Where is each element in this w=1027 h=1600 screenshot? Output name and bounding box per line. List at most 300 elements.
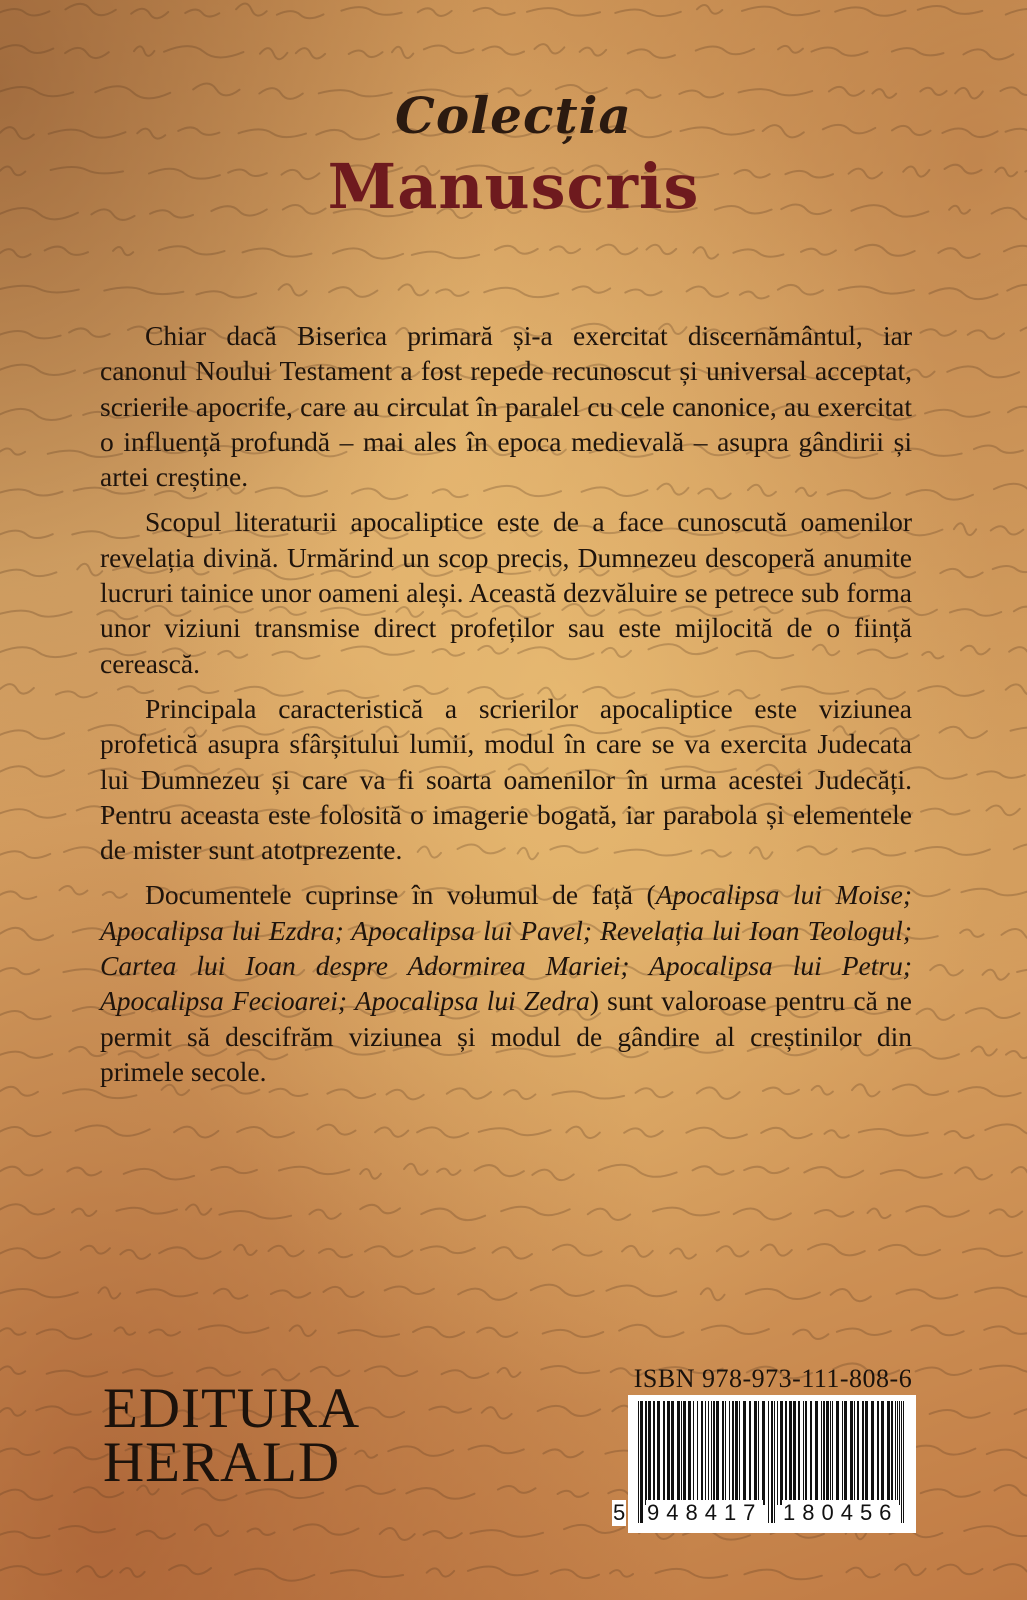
barcode-bar	[780, 1401, 783, 1505]
scribble-stroke	[761, 1244, 792, 1255]
barcode-bar	[758, 1401, 759, 1505]
barcode-bar	[774, 1401, 775, 1523]
barcode-bar	[771, 1401, 773, 1523]
scribble-stroke	[493, 1247, 532, 1258]
scribble-stroke	[868, 1208, 891, 1218]
scribble-stroke	[424, 45, 474, 53]
barcode-bar	[653, 1401, 655, 1505]
scribble-stroke	[0, 1566, 61, 1575]
scribble-stroke	[404, 1164, 428, 1175]
scribble-stroke	[628, 49, 675, 58]
scribble-stroke	[317, 1125, 355, 1135]
scribble-stroke	[734, 1209, 791, 1220]
scribble-stroke	[987, 1450, 1027, 1459]
scribble-stroke	[474, 8, 515, 15]
scribble-stroke	[702, 1326, 769, 1334]
scribble-stroke	[501, 1207, 569, 1215]
scribble-stroke	[955, 1167, 992, 1179]
barcode-bar	[688, 1401, 691, 1505]
blurb-p4-intro: Documentele cuprinse în volumul de față (	[145, 879, 656, 911]
scribble-stroke	[116, 1208, 177, 1214]
scribble-stroke	[429, 1407, 471, 1413]
publisher-line1: EDITURA	[103, 1377, 361, 1440]
barcode-bar	[667, 1401, 670, 1505]
barcode-bar	[901, 1401, 902, 1523]
barcode-bar	[887, 1401, 890, 1505]
scribble-stroke	[211, 1167, 256, 1173]
scribble-stroke	[1004, 246, 1027, 257]
barcode-bar	[854, 1401, 855, 1505]
barcode-bar	[810, 1401, 812, 1505]
back-cover-blurb	[100, 318, 912, 1099]
barcode-bar	[805, 1401, 807, 1505]
scribble-stroke	[895, 1564, 925, 1575]
scribble-stroke	[0, 448, 25, 454]
scribble-stroke	[964, 1526, 1027, 1536]
barcode-bar	[701, 1401, 703, 1505]
scribble-stroke	[236, 3, 267, 15]
scribble-stroke	[655, 1569, 727, 1578]
scribble-stroke	[534, 44, 564, 53]
scribble-stroke	[564, 1525, 624, 1533]
scribble-stroke	[477, 1328, 517, 1337]
scribble-stroke	[0, 766, 64, 776]
barcode-bar	[785, 1401, 787, 1505]
scribble-stroke	[985, 1124, 1027, 1135]
scribble-stroke	[199, 1325, 269, 1332]
scribble-stroke	[498, 1486, 536, 1493]
scribble-stroke	[59, 1526, 115, 1532]
scribble-stroke	[959, 1087, 1021, 1096]
scribble-stroke	[744, 1570, 821, 1580]
scribble-stroke	[311, 1367, 350, 1376]
scribble-stroke	[197, 1368, 240, 1376]
scribble-stroke	[388, 1446, 453, 1455]
scribble-stroke	[531, 1285, 594, 1296]
scribble-stroke	[610, 1570, 633, 1577]
scribble-stroke	[365, 1366, 417, 1376]
scribble-stroke	[761, 1128, 811, 1138]
barcode-bar	[821, 1401, 822, 1505]
scribble-stroke	[421, 1246, 475, 1253]
blurb-paragraph-2: Scopul literaturii apocaliptice este de a face cunoscută oamenilor revelația divină. Urmărind un scop precis, Dumnezeu descoperă anumite lucruri tainice unor oameni aleși. Această dezvăluire se petrece sub forma unor viziuni transmise direct profeților sau este mijlocită de o ființă cerească.	[100, 506, 912, 679]
scribble-stroke	[918, 686, 983, 696]
scribble-stroke	[248, 1529, 275, 1535]
scribble-stroke	[733, 249, 783, 256]
scribble-stroke	[0, 1204, 54, 1214]
barcode-bar	[713, 1401, 715, 1505]
scribble-stroke	[54, 1447, 108, 1459]
scribble-stroke	[687, 286, 728, 296]
scribble-stroke	[123, 1369, 172, 1376]
scribble-stroke	[916, 1367, 972, 1375]
barcode-bar	[645, 1401, 647, 1505]
series-title-line2: Manuscris	[327, 150, 700, 223]
scribble-stroke	[1015, 1408, 1027, 1420]
blurb-paragraph-4	[100, 877, 912, 1089]
scribble-stroke	[174, 1127, 218, 1138]
barcode-bar	[729, 1401, 730, 1505]
blurb-p4-titles: Apocalipsa lui Moise; Apocalipsa lui Ezdra; Apocalipsa lui Pavel; Revelația lui Ioan Teologul; Cartea lui Ioan despre Adormirea Mariei; Apocalipsa lui Petru; Apocalipsa Fecioarei; Apocalipsa lui Zedra	[100, 879, 912, 1017]
scribble-stroke	[551, 1570, 599, 1579]
scribble-stroke	[912, 1326, 964, 1336]
scribble-stroke	[219, 1211, 291, 1219]
scribble-stroke	[940, 727, 987, 738]
scribble-stroke	[392, 47, 413, 58]
barcode-bar	[877, 1401, 879, 1505]
publisher-logo	[103, 1377, 361, 1494]
scribble-stroke	[717, 1246, 749, 1256]
scribble-stroke	[417, 1127, 468, 1137]
scribble-stroke	[260, 48, 288, 59]
scribble-stroke	[471, 1530, 543, 1537]
scribble-stroke	[37, 1329, 91, 1339]
scribble-stroke	[0, 409, 71, 420]
barcode-bar	[862, 1401, 864, 1505]
barcode-bar	[762, 1401, 765, 1505]
scribble-stroke	[541, 1366, 599, 1373]
scribble-stroke	[0, 531, 53, 538]
scribble-stroke	[60, 886, 88, 895]
scribble-stroke	[1017, 969, 1027, 975]
scribble-stroke	[597, 245, 637, 255]
scribble-stroke	[558, 1491, 589, 1497]
scribble-stroke	[0, 331, 61, 338]
scribble-stroke	[169, 1565, 211, 1574]
barcode-bar	[857, 1401, 859, 1505]
scribble-stroke	[412, 252, 479, 259]
scribble-stroke	[149, 1329, 180, 1335]
scribble-stroke	[907, 490, 973, 500]
scribble-stroke	[0, 9, 49, 15]
barcode-bar	[844, 1401, 847, 1505]
scribble-stroke	[77, 1566, 112, 1577]
scribble-stroke	[1006, 9, 1027, 20]
barcode-bar	[891, 1401, 893, 1505]
scribble-stroke	[484, 288, 558, 297]
scribble-stroke	[1012, 1167, 1027, 1178]
barcode-bar	[903, 1401, 904, 1523]
scribble-stroke	[159, 246, 225, 254]
scribble-stroke	[72, 1209, 96, 1216]
scribble-stroke	[36, 1406, 90, 1414]
scribble-stroke	[881, 1170, 942, 1178]
scribble-stroke	[961, 889, 1027, 896]
scribble-stroke	[338, 1330, 399, 1337]
scribble-stroke	[980, 1366, 1027, 1373]
barcode-bar	[803, 1401, 804, 1505]
barcode-digit-first: 5	[613, 1500, 626, 1525]
scribble-stroke	[458, 1289, 516, 1300]
scribble-stroke	[475, 1165, 524, 1176]
scribble-stroke	[968, 330, 1004, 338]
scribble-stroke	[329, 287, 377, 297]
barcode-bar	[754, 1401, 757, 1505]
scribble-stroke	[0, 249, 31, 257]
scribble-stroke	[742, 7, 819, 16]
barcode-bar	[815, 1401, 818, 1505]
scribble-stroke	[271, 1290, 310, 1297]
scribble-stroke	[922, 652, 943, 659]
publisher-line2: HERALD	[103, 1431, 341, 1494]
scribble-stroke	[653, 1208, 719, 1216]
scribble-stroke	[975, 1288, 1027, 1297]
scribble-stroke	[137, 1289, 197, 1296]
scribble-stroke	[137, 1531, 175, 1539]
scribble-stroke	[0, 684, 34, 694]
scribble-stroke	[835, 7, 905, 15]
scribble-stroke	[360, 1205, 400, 1214]
scribble-stroke	[855, 245, 914, 256]
scribble-stroke	[56, 691, 97, 697]
scribble-stroke	[468, 1567, 538, 1576]
scribble-stroke	[1007, 285, 1027, 297]
scribble-stroke	[778, 46, 803, 53]
scribble-stroke	[333, 248, 403, 258]
scribble-stroke	[0, 1490, 52, 1500]
scribble-stroke	[994, 1564, 1027, 1576]
blurb-p4-rest: ) sunt valoroase pentru că ne permit să descifrăm viziunea și modul de gândire al creștinilor din primele secole.	[100, 985, 912, 1087]
barcode-bar	[739, 1401, 740, 1505]
scribble-stroke	[879, 1245, 940, 1255]
scribble-stroke	[421, 1209, 485, 1221]
scribble-stroke	[124, 1169, 194, 1180]
scribble-stroke	[954, 523, 976, 535]
barcode-bar	[663, 1401, 665, 1505]
scribble-stroke	[940, 569, 982, 577]
scribble-stroke	[186, 1204, 211, 1214]
scribble-stroke	[1001, 929, 1027, 940]
scribble-stroke	[974, 446, 1023, 453]
barcode-bar	[722, 1401, 724, 1505]
scribble-stroke	[115, 1327, 136, 1334]
scribble-stroke	[580, 48, 607, 56]
barcode-bar	[725, 1401, 726, 1505]
isbn-label: ISBN 978-973-111-808-6	[633, 1364, 913, 1393]
barcode-bar	[842, 1401, 843, 1505]
scribble-stroke	[920, 329, 955, 335]
scribble-stroke	[0, 1011, 51, 1019]
scribble-stroke	[0, 1289, 78, 1297]
barcode-bar	[789, 1401, 792, 1505]
scribble-stroke	[67, 1168, 101, 1176]
scribble-stroke	[824, 1130, 848, 1138]
scribble-stroke	[1008, 407, 1027, 418]
scribble-stroke	[983, 970, 1009, 980]
scribble-stroke	[399, 284, 429, 295]
scribble-stroke	[995, 1485, 1027, 1496]
scribble-stroke	[406, 1488, 474, 1499]
scribble-stroke	[113, 247, 133, 255]
barcode-bar	[697, 1401, 698, 1505]
scribble-stroke	[469, 1446, 524, 1454]
barcode-bar	[798, 1401, 800, 1505]
scribble-stroke	[98, 1287, 120, 1298]
scribble-stroke	[740, 292, 769, 299]
barcode-bar	[743, 1401, 746, 1505]
barcode-bar	[681, 1401, 682, 1505]
scribble-stroke	[938, 248, 979, 258]
scribble-stroke	[622, 1246, 653, 1257]
scribble-stroke	[385, 1287, 434, 1295]
barcode-bar	[850, 1401, 853, 1505]
scribble-stroke	[65, 48, 109, 58]
scribble-stroke	[495, 246, 538, 254]
scribble-stroke	[0, 489, 62, 495]
scribble-stroke	[846, 1568, 879, 1578]
scribble-stroke	[550, 246, 580, 253]
scribble-stroke	[294, 1524, 359, 1534]
scribble-stroke	[566, 1127, 600, 1138]
scribble-stroke	[0, 611, 72, 617]
scribble-stroke	[972, 1046, 997, 1055]
scribble-stroke	[527, 8, 600, 16]
scribble-stroke	[214, 1289, 248, 1299]
scribble-stroke	[746, 1289, 820, 1299]
scribble-stroke	[859, 1129, 928, 1136]
scribble-stroke	[947, 366, 1019, 377]
scribble-stroke	[309, 1210, 340, 1219]
barcode-bar	[823, 1401, 825, 1505]
barcode-digits-right: 180456	[783, 1500, 899, 1525]
barcode-bar	[638, 1401, 639, 1523]
scribble-stroke	[945, 1131, 974, 1138]
scribble-stroke	[906, 1446, 976, 1455]
scribble-stroke	[0, 570, 56, 577]
scribble-stroke	[482, 1407, 512, 1419]
scribble-stroke	[341, 7, 401, 15]
scribble-stroke	[986, 805, 1019, 815]
scribble-stroke	[349, 50, 383, 57]
scribble-stroke	[1006, 684, 1027, 695]
scribble-stroke	[0, 286, 79, 293]
scribble-stroke	[0, 1127, 50, 1136]
scribble-stroke	[360, 1169, 381, 1179]
scribble-stroke	[0, 1328, 26, 1334]
barcode-bar	[871, 1401, 874, 1505]
scribble-stroke	[1011, 727, 1027, 734]
scribble-stroke	[77, 564, 102, 576]
barcode-bar	[749, 1401, 751, 1505]
scribble-stroke	[839, 286, 914, 293]
scribble-stroke	[966, 1008, 1020, 1018]
scribble-stroke	[897, 1289, 958, 1298]
barcode-bar	[705, 1401, 706, 1505]
scribble-stroke	[0, 928, 53, 940]
scribble-stroke	[960, 930, 983, 937]
scribble-stroke	[625, 290, 661, 296]
scribble-stroke	[279, 284, 307, 295]
scribble-stroke	[0, 809, 65, 818]
barcode-bar	[640, 1401, 643, 1523]
scribble-stroke	[331, 1570, 403, 1577]
scribble-stroke	[0, 730, 64, 738]
scribble-stroke	[0, 1052, 52, 1058]
scribble-stroke	[442, 1370, 489, 1378]
barcode-bar	[677, 1401, 680, 1505]
scribble-stroke	[81, 1246, 110, 1254]
scribble-stroke	[588, 1209, 630, 1220]
scribble-stroke	[380, 1528, 415, 1540]
barcode-bar	[716, 1401, 719, 1505]
scribble-stroke	[437, 1169, 460, 1175]
scribble-stroke	[355, 1407, 404, 1417]
barcode-bar	[777, 1401, 778, 1505]
scribble-stroke	[418, 8, 452, 16]
barcode-bar	[881, 1401, 884, 1505]
scribble-stroke	[0, 1408, 25, 1416]
scribble-stroke	[120, 1568, 144, 1577]
scribble-stroke	[1021, 325, 1027, 337]
scribble-stroke	[701, 1288, 725, 1300]
scribble-stroke	[991, 526, 1024, 534]
scribble-stroke	[424, 1531, 462, 1538]
scribble-stroke	[0, 1248, 60, 1258]
barcode-bar	[793, 1401, 796, 1505]
scribble-stroke	[483, 46, 524, 54]
scribble-stroke	[427, 1568, 454, 1576]
scribble-stroke	[1009, 647, 1027, 656]
scribble-stroke	[606, 1286, 676, 1297]
scribble-stroke	[0, 1531, 49, 1538]
scribble-stroke	[921, 809, 969, 815]
barcode-bar	[708, 1401, 709, 1505]
scribble-stroke	[693, 247, 718, 259]
scribble-stroke	[243, 248, 312, 256]
scribble-stroke	[693, 1166, 734, 1174]
barcode-bar	[826, 1401, 829, 1505]
scribble-stroke	[498, 1368, 521, 1377]
scribble-stroke	[696, 47, 754, 55]
scribble-stroke	[619, 1325, 683, 1337]
barcode-bar	[768, 1401, 769, 1523]
scribble-stroke	[929, 288, 997, 299]
scribble-stroke	[436, 289, 468, 296]
scribble-stroke	[917, 1009, 954, 1020]
scribble-stroke	[0, 1448, 39, 1455]
scribble-stroke	[573, 286, 611, 292]
scribble-stroke	[479, 1128, 551, 1135]
blurb-paragraph-3: Principala caracteristică a scrierilor apocaliptice este viziunea profetică asupra sfârșitului lumii, modul în care se va exercita Judecata lui Dumnezeu și care va fi soarta oamenilor în urma acestei Judecăți. Pentru aceasta este folosită o imagerie bogată, iar parabola și elementele de mister sunt atotprezente.	[100, 692, 912, 866]
scribble-stroke	[915, 847, 989, 855]
scribble-stroke	[892, 48, 944, 55]
scribble-stroke	[532, 1170, 573, 1181]
scribble-stroke	[76, 1125, 150, 1135]
scribble-stroke	[963, 49, 1013, 59]
scribble-stroke	[279, 1167, 349, 1174]
scribble-stroke	[296, 48, 325, 58]
barcode-bar	[683, 1401, 686, 1505]
barcode-bar	[648, 1401, 651, 1505]
barcode-bar	[732, 1401, 734, 1505]
scribble-stroke	[993, 566, 1027, 572]
scribble-stroke	[164, 46, 243, 57]
scribble-stroke	[950, 609, 1001, 616]
scribble-stroke	[930, 1410, 990, 1418]
scribble-stroke	[744, 1167, 788, 1173]
scribble-stroke	[45, 247, 88, 255]
scribble-stroke	[815, 1210, 853, 1217]
scribble-stroke	[543, 1449, 582, 1457]
scribble-stroke	[1014, 844, 1027, 854]
scribble-stroke	[615, 10, 681, 17]
scribble-stroke	[599, 1165, 677, 1177]
barcode-bar	[693, 1401, 694, 1505]
scribble-stroke	[906, 1206, 968, 1217]
barcode-bar	[899, 1401, 900, 1505]
barcode-bar	[895, 1401, 896, 1505]
scribble-stroke	[918, 6, 983, 14]
